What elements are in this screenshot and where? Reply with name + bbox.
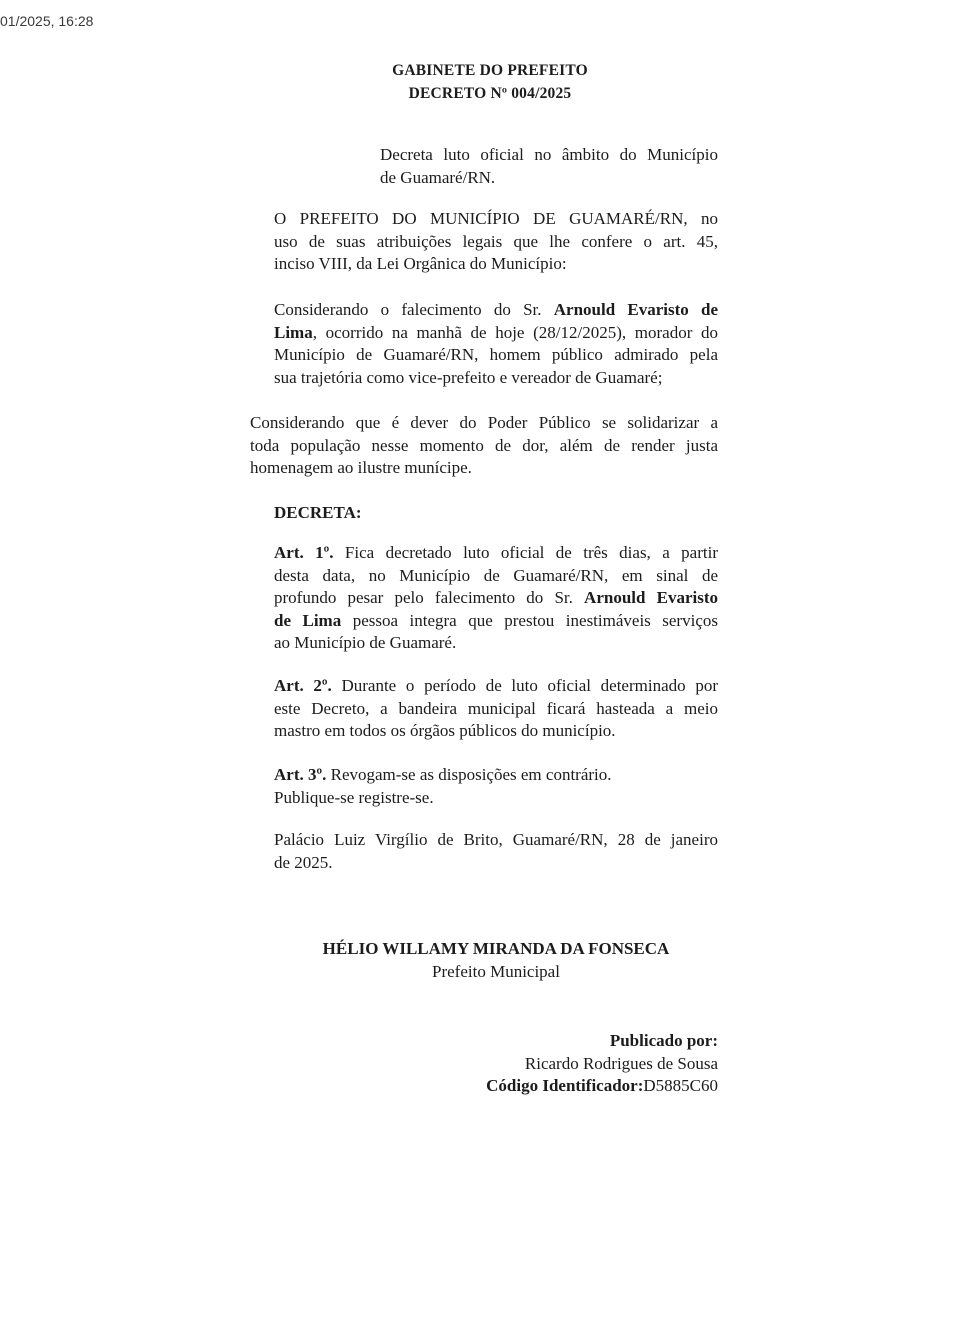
text-segment: D5885C60 <box>643 1076 718 1095</box>
text-segment: Decreta luto oficial no âmbito do Município <box>380 145 718 164</box>
paragraph-article-1 <box>274 542 718 655</box>
published-by-block <box>274 1030 718 1098</box>
text-segment: Prefeito Municipal <box>432 961 560 981</box>
text-segment: Publique-se registre-se. <box>274 787 434 807</box>
text-line <box>274 1030 718 1053</box>
text-segment: Município de Guamaré/RN, homem público admirado pela <box>274 345 718 364</box>
text-segment: sua trajetória como vice-prefeito e vereador de Guamaré; <box>274 367 663 387</box>
text-segment: , ocorrido na manhã de hoje (28/12/2025), morador do <box>312 322 718 342</box>
bold-text-segment: HÉLIO WILLAMY MIRANDA DA FONSECA <box>322 939 670 958</box>
text-line <box>274 322 718 345</box>
text-segment: Considerando o falecimento do Sr. <box>274 300 554 319</box>
text-segment: ao Município de Guamaré. <box>274 633 457 652</box>
paragraph-considering-duty <box>250 412 718 480</box>
signature-block <box>274 938 718 983</box>
text-line <box>250 412 718 435</box>
text-segment: profundo pesar pelo falecimento do Sr. <box>274 588 585 607</box>
text-segment: Ricardo Rodrigues de Sousa <box>524 1053 718 1073</box>
text-line <box>274 253 718 276</box>
text-line <box>268 62 712 85</box>
text-line <box>274 829 718 852</box>
text-line <box>274 787 718 810</box>
text-line <box>274 344 718 367</box>
text-line <box>274 231 718 254</box>
text-line <box>380 167 718 190</box>
paragraph-preamble <box>274 208 718 276</box>
paragraph-place-date <box>274 829 718 874</box>
text-segment: este Decreto, a bandeira municipal ficará hasteada a meio <box>274 698 718 718</box>
text-segment: Fica decretado luto oficial de três dias, a partir <box>333 543 718 562</box>
text-line <box>274 565 718 588</box>
bold-text-segment: Art. 1º. <box>274 543 334 562</box>
text-segment: uso de suas atribuições legais que lhe confere o art. 45, <box>274 231 718 251</box>
text-segment: Palácio Luiz Virgílio de Brito, Guamaré/RN, 28 de janeiro <box>274 830 718 849</box>
bold-text-segment: Publicado por: <box>609 1031 718 1050</box>
paragraph-article-3 <box>274 764 718 809</box>
paragraph-considering-death <box>274 299 718 389</box>
text-segment: toda população nesse momento de dor, além de render justa <box>250 435 718 455</box>
text-segment: inciso VIII, da Lei Orgânica do Município: <box>274 254 567 273</box>
text-segment: pessoa integra que prestou inestimáveis serviços <box>341 610 718 630</box>
text-line <box>274 542 718 565</box>
text-line <box>274 720 718 743</box>
paragraph-decree-subject <box>380 144 718 189</box>
bold-text-segment: Código Identificador: <box>486 1076 644 1095</box>
bold-text-segment: Arnould Evaristo de <box>553 300 719 319</box>
bold-text-segment: Lima <box>274 322 313 342</box>
decreta-heading <box>274 502 718 525</box>
text-segment: mastro em todos os órgãos públicos do município. <box>274 721 616 740</box>
text-line <box>274 1075 718 1098</box>
document-header <box>268 62 712 107</box>
bold-text-segment: Arnould Evaristo <box>584 588 718 607</box>
text-segment: Durante o período de luto oficial determinado por <box>331 676 718 695</box>
text-line <box>268 85 712 108</box>
text-line <box>274 1053 718 1076</box>
text-line <box>274 675 718 698</box>
text-line <box>274 299 718 322</box>
text-line <box>274 764 718 787</box>
text-segment: homenagem ao ilustre munícipe. <box>250 458 472 477</box>
paragraph-article-2 <box>274 675 718 743</box>
text-line <box>250 457 718 480</box>
text-line <box>250 435 718 458</box>
text-line <box>274 961 718 984</box>
text-line <box>274 587 718 610</box>
text-segment: Considerando que é dever do Poder Público se solidarizar a <box>250 413 718 432</box>
bold-text-segment: de Lima <box>274 610 342 630</box>
bold-text-segment: Art. 3º. <box>274 765 327 784</box>
text-line <box>274 208 718 231</box>
text-line <box>274 698 718 721</box>
print-timestamp: 01/2025, 16:28 <box>0 13 94 29</box>
text-segment: de Guamaré/RN. <box>380 167 496 187</box>
text-line <box>274 852 718 875</box>
text-segment: Revogam-se as disposições em contrário. <box>326 765 612 784</box>
text-line <box>274 938 718 961</box>
text-line <box>274 502 718 525</box>
bold-text-segment: DECRETA: <box>274 503 362 522</box>
text-line <box>274 632 718 655</box>
text-segment: O PREFEITO DO MUNICÍPIO DE GUAMARÉ/RN, no <box>274 209 718 228</box>
text-segment: desta data, no Município de Guamaré/RN, em sinal de <box>274 565 718 585</box>
bold-text-segment: GABINETE DO PREFEITO <box>392 62 588 79</box>
text-segment: de 2025. <box>274 852 333 872</box>
bold-text-segment: Art. 2º. <box>274 676 332 695</box>
bold-text-segment: DECRETO Nº 004/2025 <box>408 84 572 102</box>
text-line <box>380 144 718 167</box>
text-line <box>274 610 718 633</box>
text-line <box>274 367 718 390</box>
